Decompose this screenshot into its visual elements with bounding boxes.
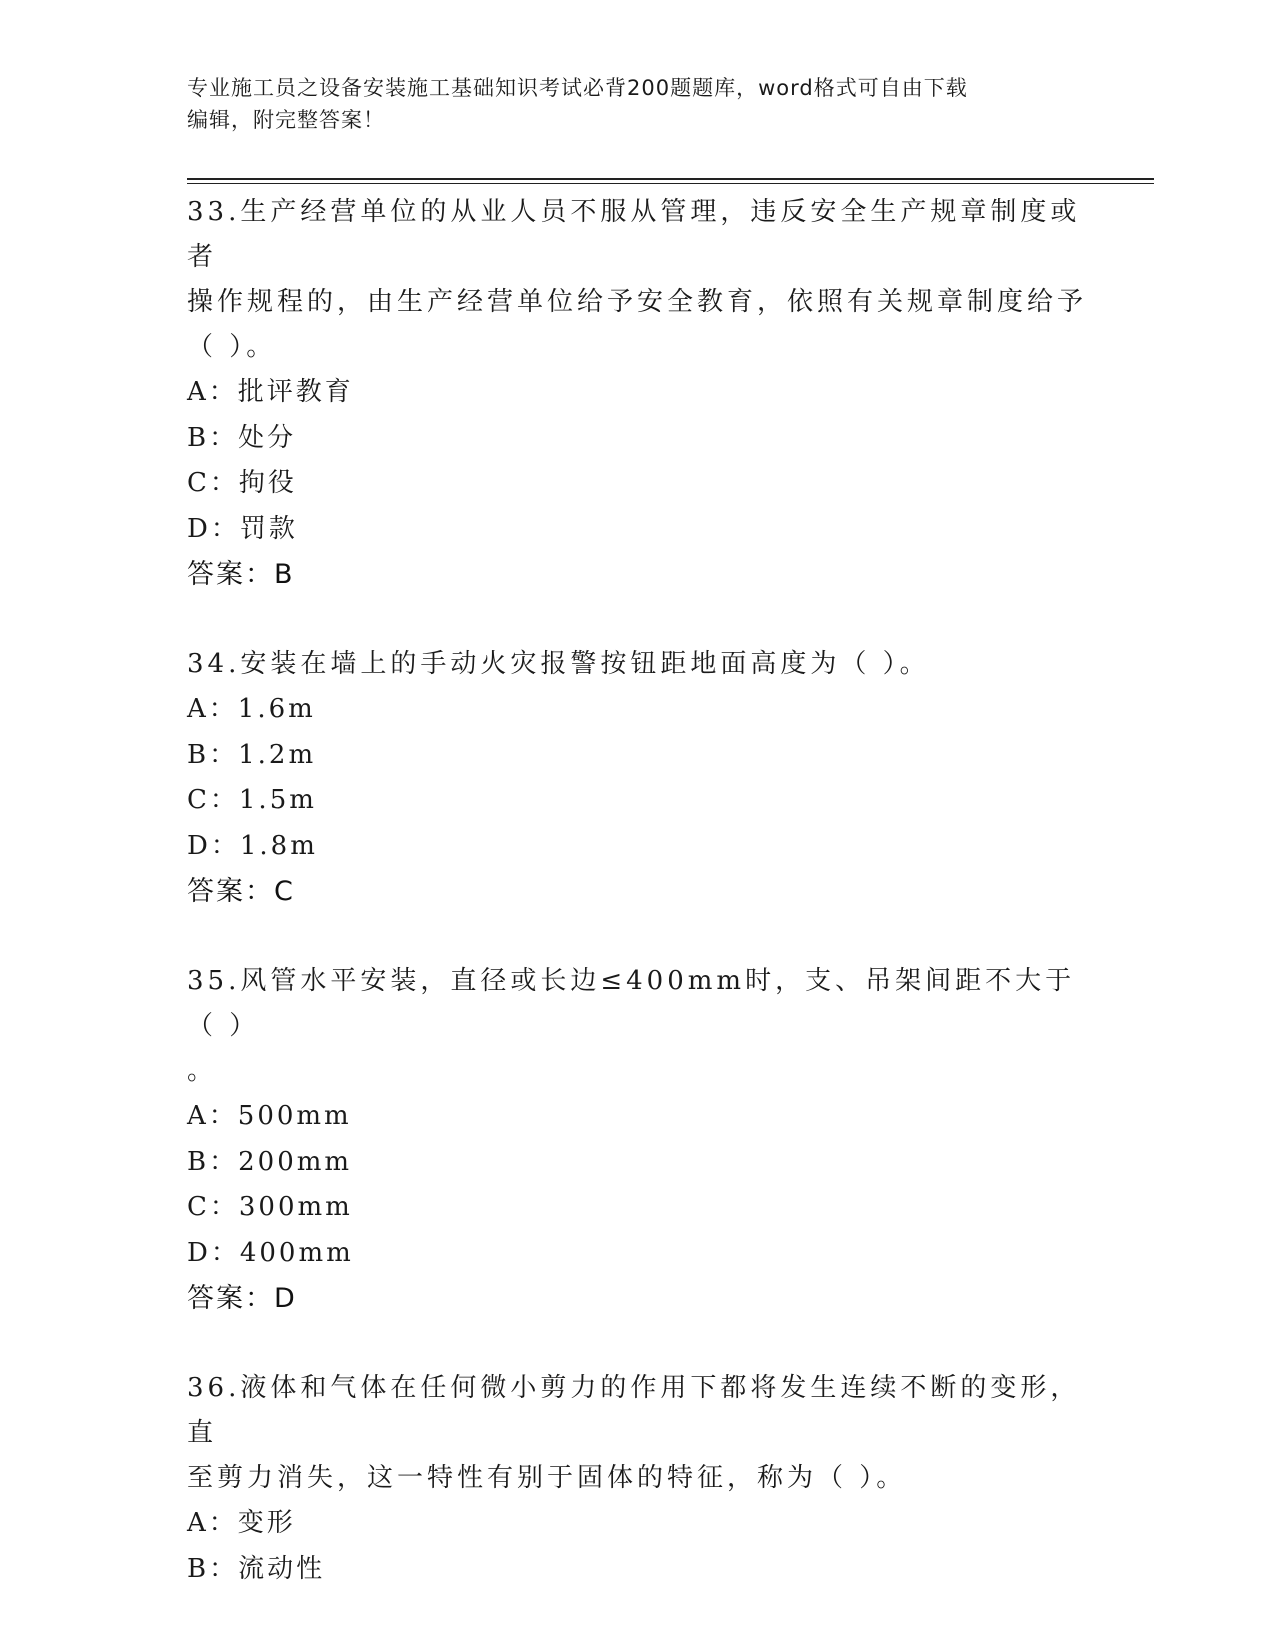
- spacer: [187, 597, 1087, 642]
- option-b: B：1.2m: [187, 739, 317, 770]
- question-text-line: 33.生产经营单位的从业人员不服从管理，违反安全生产规章制度或者: [187, 197, 1081, 272]
- header-line-2: 编辑，附完整答案！: [187, 108, 385, 132]
- option-d: D：1.8m: [187, 830, 318, 861]
- option-a: A：500mm: [187, 1101, 352, 1131]
- header-divider-thick: [187, 178, 1154, 180]
- question-text-line: 操作规程的，由生产经营单位给予安全教育，依照有关规章制度给予: [187, 287, 1088, 317]
- question-text-line: 。: [187, 1056, 218, 1086]
- question-text-line: 36.液体和气体在任何微小剪力的作用下都将发生连续不断的变形，直: [187, 1373, 1081, 1448]
- option-d: D：400mm: [187, 1237, 354, 1268]
- question-35: [187, 959, 1087, 1321]
- option-b: B：流动性: [187, 1553, 326, 1584]
- option-b: B：处分: [187, 422, 297, 453]
- question-list: [187, 190, 1087, 1592]
- option-c: C：1.5m: [187, 785, 317, 815]
- option-a: A：变形: [187, 1508, 296, 1538]
- question-36: [187, 1366, 1087, 1592]
- option-a: A：1.6m: [187, 694, 316, 724]
- header-divider-thin: [187, 183, 1154, 184]
- question-text-line: 至剪力消失，这一特性有别于固体的特征，称为（ ）。: [187, 1463, 907, 1493]
- question-text-line: （ ）。: [187, 332, 277, 362]
- option-b: B：200mm: [187, 1146, 353, 1177]
- answer-label: 答案：C: [187, 876, 295, 907]
- header-line-1: 专业施工员之设备安装施工基础知识考试必背200题题库，word格式可自由下载: [187, 76, 968, 100]
- document-header: [187, 72, 1087, 136]
- answer-label: 答案：D: [187, 1283, 297, 1314]
- question-text-line: 35.风管水平安装，直径或长边≤400mm时，支、吊架间距不大于（ ）: [187, 966, 1076, 1041]
- spacer: [187, 1321, 1087, 1366]
- answer-label: 答案：B: [187, 559, 295, 590]
- option-c: C：300mm: [187, 1192, 353, 1222]
- option-d: D：罚款: [187, 513, 298, 544]
- question-33: [187, 190, 1087, 597]
- question-34: [187, 642, 1087, 914]
- option-c: C：拘役: [187, 468, 297, 498]
- question-text-line: 34.安装在墙上的手动火灾报警按钮距地面高度为（ ）。: [187, 649, 930, 679]
- option-a: A：批评教育: [187, 377, 354, 407]
- spacer: [187, 914, 1087, 959]
